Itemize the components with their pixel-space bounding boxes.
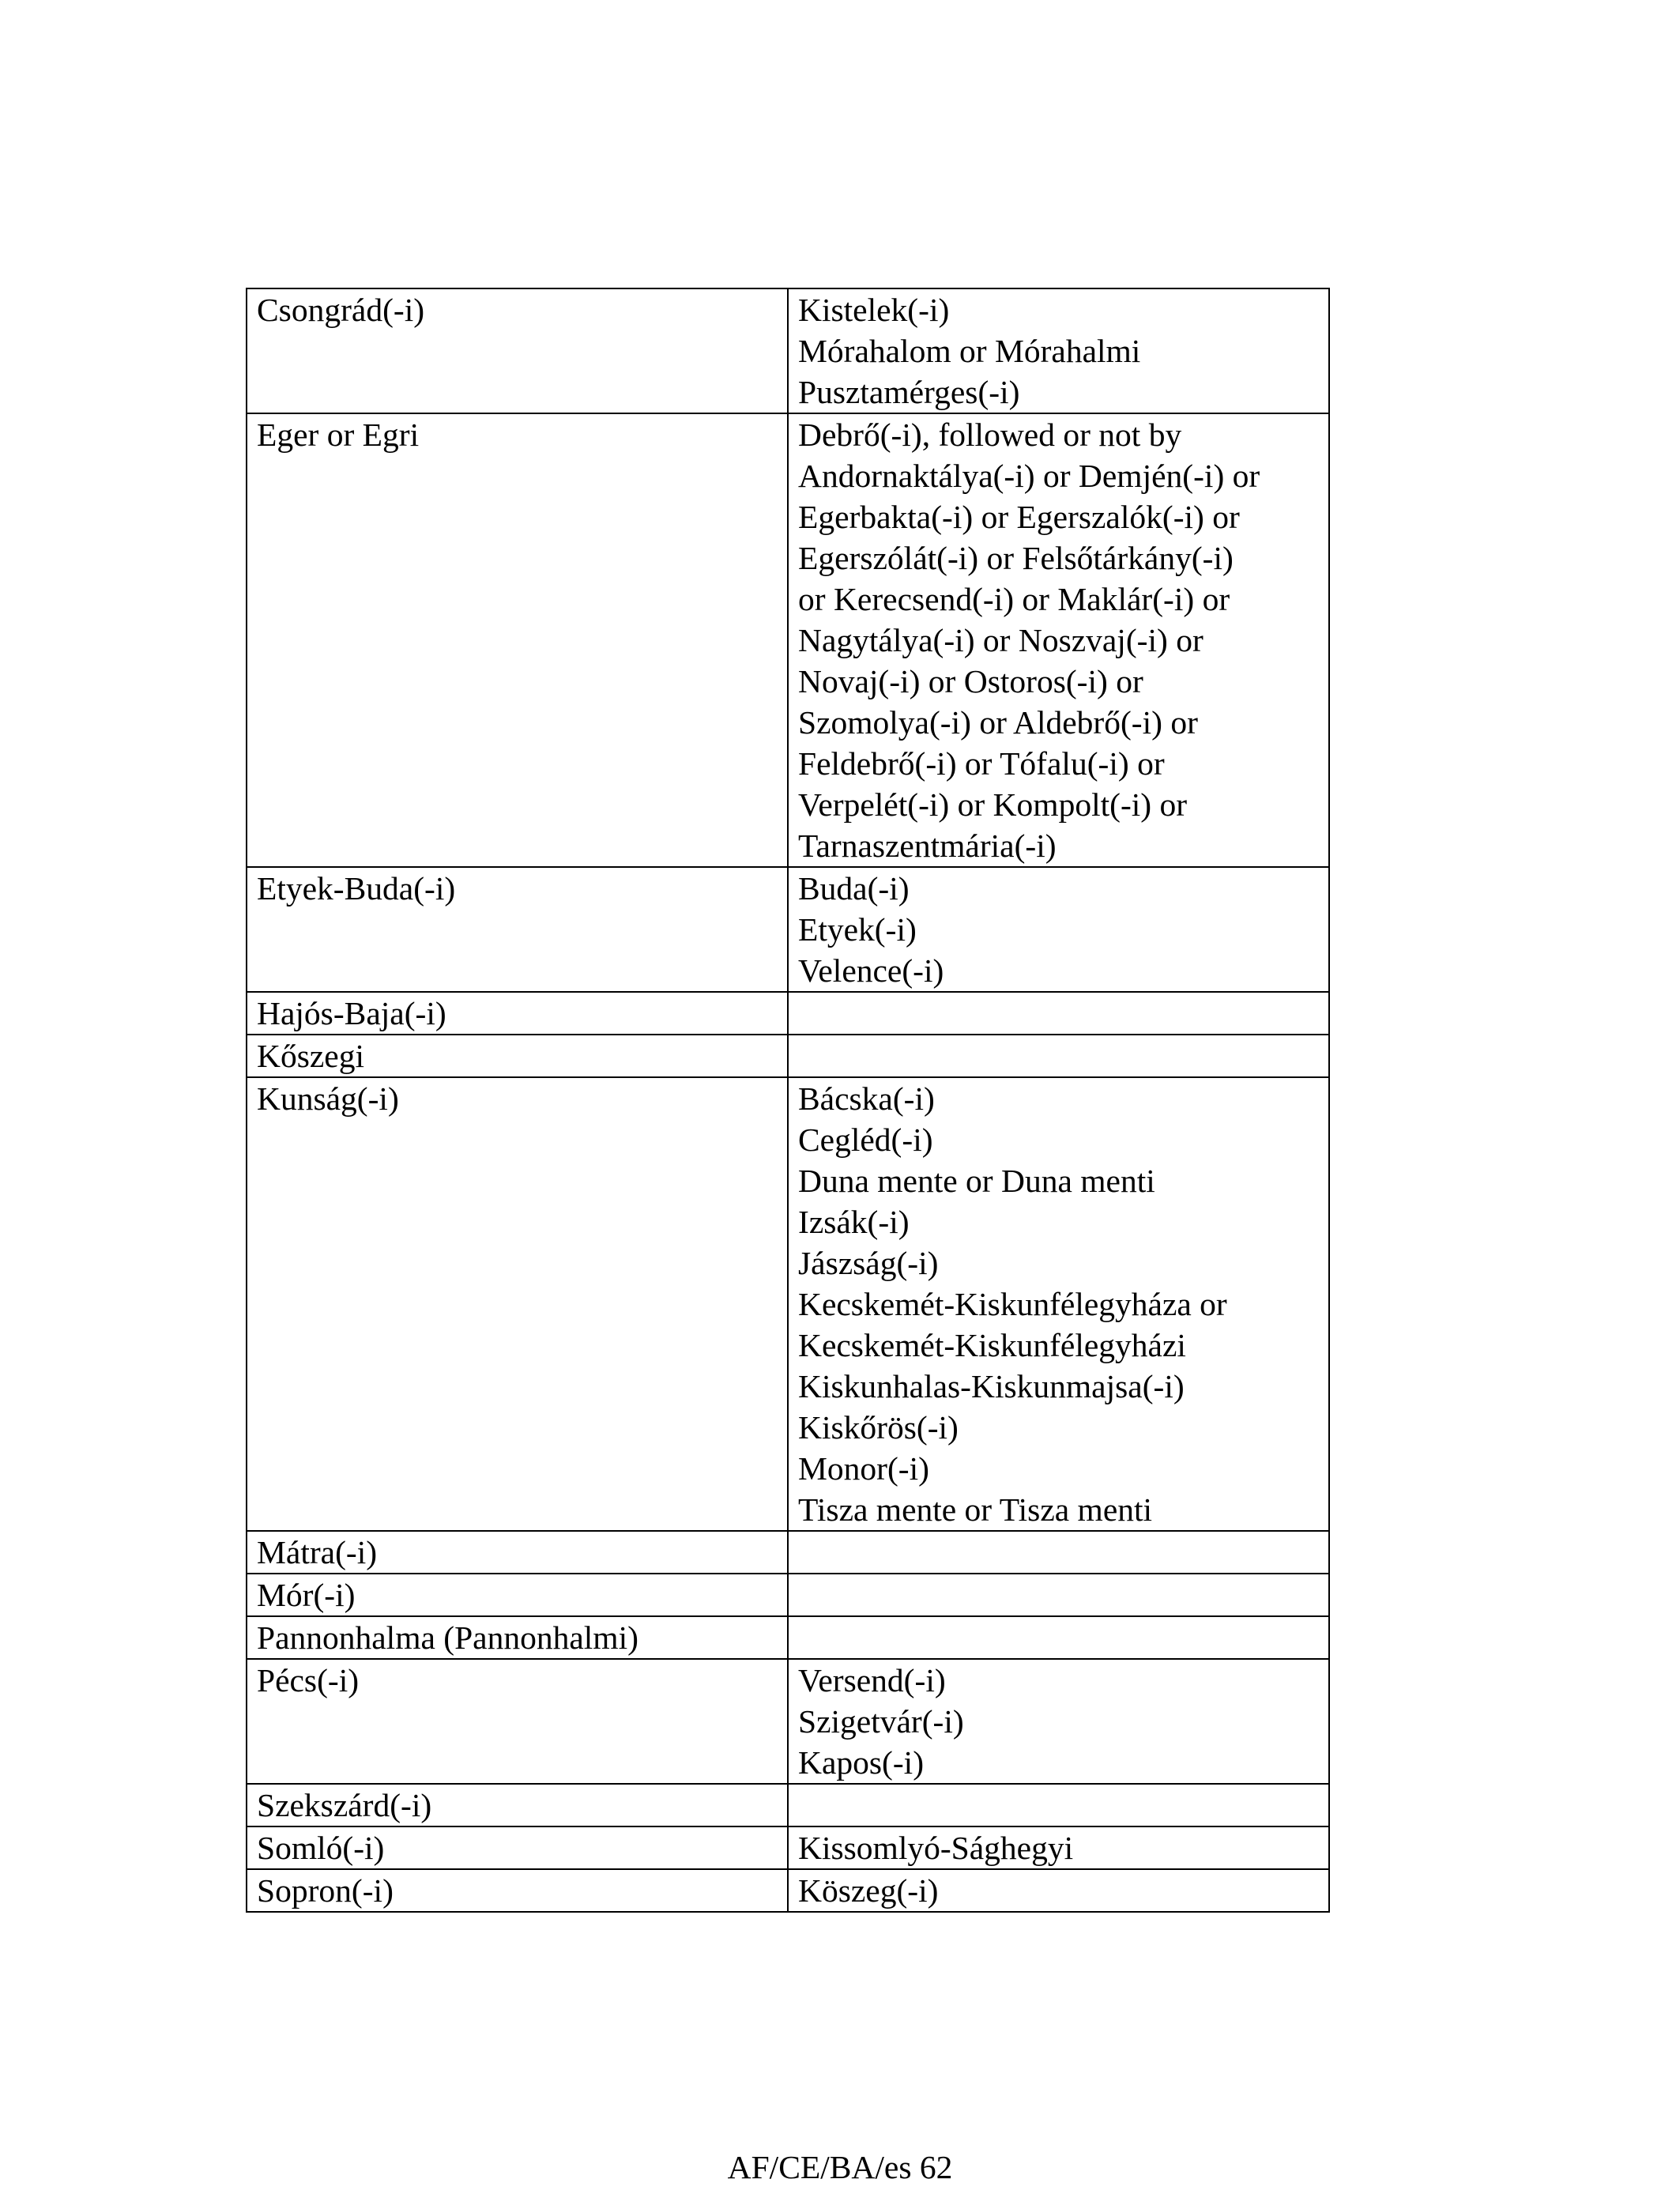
region-name: Eger or Egri — [257, 417, 420, 453]
table-row — [247, 1826, 1329, 1869]
subregion-line: Egerszólát(-i) or Felsőtárkány(-i) — [798, 540, 1234, 576]
subregion-line: Buda(-i) — [798, 870, 910, 907]
subregion-line: Kissomlyó-Sághegyi — [798, 1830, 1074, 1866]
subregion-cell — [788, 413, 1329, 867]
subregion-cell — [788, 1574, 1329, 1616]
subregion-line: Velence(-i) — [798, 952, 944, 989]
table-row — [247, 413, 1329, 867]
subregion-line: Nagytálya(-i) or Noszvaj(-i) or — [798, 622, 1203, 658]
subregion-line: Kecskemét-Kiskunfélegyházi — [798, 1327, 1186, 1363]
table-row — [247, 1659, 1329, 1784]
subregion-cell — [788, 1531, 1329, 1574]
subregion-line: Köszeg(-i) — [798, 1872, 939, 1909]
region-name: Somló(-i) — [257, 1830, 385, 1866]
region-name: Hajós-Baja(-i) — [257, 995, 446, 1031]
region-name: Pécs(-i) — [257, 1662, 360, 1698]
subregion-cell — [788, 1616, 1329, 1659]
region-cell — [247, 413, 788, 867]
subregion-line: Monor(-i) — [798, 1450, 929, 1487]
region-cell — [247, 1077, 788, 1531]
table-row — [247, 992, 1329, 1035]
subregion-cell — [788, 1035, 1329, 1077]
subregion-line: Tarnaszentmária(-i) — [798, 827, 1057, 864]
subregion-line: Kecskemét-Kiskunfélegyháza or — [798, 1286, 1227, 1322]
subregion-line: Jászság(-i) — [798, 1245, 939, 1281]
subregion-line: Andornaktálya(-i) or Demjén(-i) or — [798, 458, 1260, 494]
region-name: Kunság(-i) — [257, 1080, 399, 1117]
table-row — [247, 1531, 1329, 1574]
region-cell — [247, 1035, 788, 1077]
region-name: Szekszárd(-i) — [257, 1787, 432, 1823]
region-cell — [247, 288, 788, 413]
subregion-line: Pusztamérges(-i) — [798, 374, 1020, 410]
table-row — [247, 1616, 1329, 1659]
table-row — [247, 1784, 1329, 1826]
region-cell — [247, 1616, 788, 1659]
table-row — [247, 1077, 1329, 1531]
table-row — [247, 1035, 1329, 1077]
subregion-line: Kiskunhalas-Kiskunmajsa(-i) — [798, 1368, 1185, 1404]
subregion-line: Verpelét(-i) or Kompolt(-i) or — [798, 786, 1188, 823]
region-cell — [247, 1659, 788, 1784]
subregion-line: Novaj(-i) or Ostoros(-i) or — [798, 663, 1143, 699]
subregion-line: Feldebrő(-i) or Tófalu(-i) or — [798, 745, 1165, 782]
subregion-line: Debrő(-i), followed or not by — [798, 417, 1182, 453]
subregion-line: Szomolya(-i) or Aldebrő(-i) or — [798, 704, 1198, 741]
region-name: Kőszegi — [257, 1038, 364, 1074]
subregion-line: or Kerecsend(-i) or Maklár(-i) or — [798, 581, 1230, 617]
subregion-cell — [788, 1826, 1329, 1869]
table-body — [247, 288, 1329, 1912]
subregion-line: Cegléd(-i) — [798, 1122, 933, 1158]
wine-region-table — [246, 288, 1330, 1913]
region-name: Etyek-Buda(-i) — [257, 870, 456, 907]
table-row — [247, 288, 1329, 413]
subregion-line: Kapos(-i) — [798, 1744, 925, 1781]
subregion-cell — [788, 1659, 1329, 1784]
region-name: Pannonhalma (Pannonhalmi) — [257, 1619, 638, 1656]
subregion-line: Mórahalom or Mórahalmi — [798, 333, 1141, 369]
subregion-line: Duna mente or Duna menti — [798, 1163, 1155, 1199]
subregion-line: Kistelek(-i) — [798, 292, 950, 328]
region-cell — [247, 1826, 788, 1869]
table-row — [247, 1869, 1329, 1912]
subregion-line: Versend(-i) — [798, 1662, 946, 1698]
subregion-cell — [788, 992, 1329, 1035]
subregion-cell — [788, 1869, 1329, 1912]
subregion-line: Izsák(-i) — [798, 1204, 910, 1240]
region-cell — [247, 1784, 788, 1826]
subregion-line: Kiskőrös(-i) — [798, 1409, 959, 1446]
subregion-cell — [788, 1784, 1329, 1826]
table-row — [247, 1574, 1329, 1616]
region-cell — [247, 1531, 788, 1574]
subregion-line: Bácska(-i) — [798, 1080, 935, 1117]
region-name: Mátra(-i) — [257, 1534, 378, 1570]
subregion-cell — [788, 1077, 1329, 1531]
region-name: Sopron(-i) — [257, 1872, 394, 1909]
subregion-cell — [788, 867, 1329, 992]
subregion-line: Etyek(-i) — [798, 911, 917, 948]
region-cell — [247, 992, 788, 1035]
region-name: Csongrád(-i) — [257, 292, 425, 328]
region-name: Mór(-i) — [257, 1577, 356, 1613]
subregion-line: Szigetvár(-i) — [798, 1703, 964, 1740]
subregion-line: Egerbakta(-i) or Egerszalók(-i) or — [798, 499, 1240, 535]
subregion-line: Tisza mente or Tisza menti — [798, 1491, 1153, 1528]
page-footer-reference: AF/CE/BA/es 62 — [727, 2149, 953, 2185]
table-row — [247, 867, 1329, 992]
region-cell — [247, 1869, 788, 1912]
region-cell — [247, 867, 788, 992]
region-cell — [247, 1574, 788, 1616]
subregion-cell — [788, 288, 1329, 413]
